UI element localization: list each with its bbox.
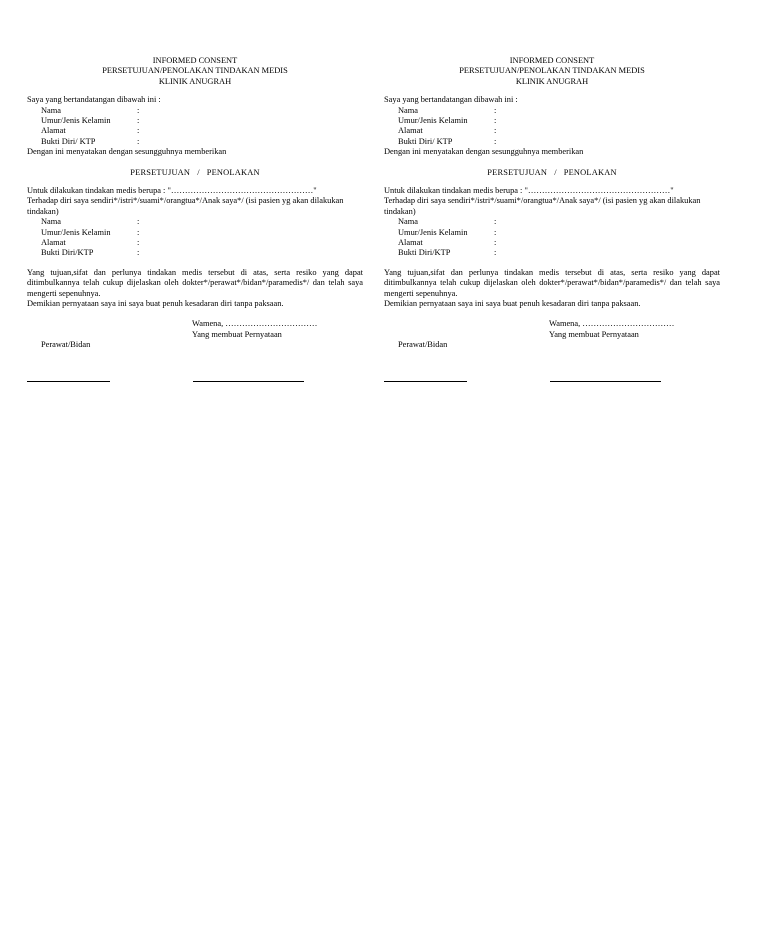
- field-label: Nama: [41, 105, 61, 115]
- against-line: Terhadap diri saya sendiri*/istri*/suami*/orangtua*/Anak saya*/ (isi pasien yg akan dilakukan tindakan): [384, 196, 701, 216]
- field-row: [27, 137, 363, 147]
- field-label: Bukti Diri/KTP: [398, 248, 451, 258]
- field-row: [27, 238, 363, 248]
- signature-area: [27, 319, 363, 381]
- form-subtitle: PERSETUJUAN/PENOLAKAN TINDAKAN MEDIS: [102, 66, 288, 76]
- field-row: [27, 228, 363, 238]
- field-label: Alamat: [398, 126, 423, 136]
- field-label: Nama: [398, 105, 418, 115]
- field-row: [384, 228, 720, 238]
- field-colon: :: [494, 105, 497, 115]
- explanation-paragraph: Yang tujuan,sifat dan perlunya tindakan medis tersebut di atas, serta resiko yang dapat ditimbulkannya telah cukup dijelaskan oleh dokter*/perawat*/bidan*/paramedis*/ dan telah saya mengerti sepenuhnya.: [27, 267, 363, 298]
- field-row: [384, 106, 720, 116]
- field-colon: :: [494, 136, 497, 146]
- clinic-name: KLINIK ANUGRAH: [158, 76, 232, 86]
- signature-right-block: [192, 319, 317, 340]
- signer-label: Yang membuat Pernyataan: [549, 329, 639, 339]
- field-row: [384, 238, 720, 248]
- choice-approve: PERSETUJUAN: [130, 167, 191, 177]
- action-line: Untuk dilakukan tindakan medis berupa : "……………………………………………": [384, 186, 674, 195]
- field-label: Umur/Jenis Kelamin: [398, 116, 468, 126]
- place-date: Wamena, ……………………………: [549, 319, 675, 329]
- field-colon: :: [137, 217, 140, 227]
- field-row: [27, 116, 363, 126]
- field-label: Umur/Jenis Kelamin: [398, 227, 468, 237]
- field-label: Alamat: [41, 126, 66, 136]
- form-subtitle: PERSETUJUAN/PENOLAKAN TINDAKAN MEDIS: [459, 66, 645, 76]
- intro-text: Saya yang bertandatangan dibawah ini :: [27, 95, 161, 105]
- signature-line-signer: [550, 381, 661, 382]
- explanation-paragraph: Yang tujuan,sifat dan perlunya tindakan medis tersebut di atas, serta resiko yang dapat ditimbulkannya telah cukup dijelaskan oleh dokter*/perawat*/bidan*/paramedis*/ dan telah saya mengerti sepenuhnya.: [384, 267, 720, 298]
- signature-right-block: [549, 319, 674, 340]
- field-label: Bukti Diri/KTP: [41, 248, 94, 258]
- field-colon: :: [494, 227, 497, 237]
- choice-approve: PERSETUJUAN: [487, 167, 548, 177]
- signature-line-nurse: [27, 381, 110, 382]
- field-row: [384, 217, 720, 227]
- choice-refuse: PENOLAKAN: [563, 167, 617, 177]
- field-colon: :: [494, 238, 497, 247]
- nurse-label: Perawat/Bidan: [398, 340, 448, 350]
- field-label: Nama: [41, 217, 61, 227]
- field-label: Bukti Diri/ KTP: [41, 136, 96, 146]
- declaration-text: Dengan ini menyatakan dengan sesungguhnya memberikan: [27, 147, 227, 157]
- signature-area: [384, 319, 720, 381]
- field-colon: :: [137, 238, 140, 247]
- field-row: [384, 126, 720, 136]
- field-colon: :: [137, 126, 140, 136]
- field-colon: :: [494, 217, 497, 227]
- field-row: [384, 137, 720, 147]
- against-line: Terhadap diri saya sendiri*/istri*/suami*/orangtua*/Anak saya*/ (isi pasien yg akan dilakukan tindakan): [27, 196, 344, 216]
- choice-separator: /: [197, 167, 200, 177]
- field-label: Bukti Diri/ KTP: [398, 136, 453, 146]
- intro-text: Saya yang bertandatangan dibawah ini :: [384, 95, 518, 105]
- field-label: Umur/Jenis Kelamin: [41, 116, 111, 126]
- form-title: INFORMED CONSENT: [152, 56, 238, 65]
- consent-choice: [27, 168, 363, 178]
- choice-separator: /: [554, 167, 557, 177]
- consent-form-left: [27, 56, 363, 381]
- field-colon: :: [494, 248, 497, 258]
- field-row: [384, 248, 720, 258]
- declaration-text: Dengan ini menyatakan dengan sesungguhnya memberikan: [384, 147, 584, 157]
- field-label: Alamat: [398, 238, 423, 247]
- field-label: Alamat: [41, 238, 66, 247]
- field-colon: :: [137, 116, 140, 126]
- form-title: INFORMED CONSENT: [509, 56, 595, 65]
- field-label: Umur/Jenis Kelamin: [41, 227, 111, 237]
- field-row: [384, 116, 720, 126]
- signature-line-nurse: [384, 381, 467, 382]
- statement-text: Demikian pernyataan saya ini saya buat penuh kesadaran diri tanpa paksaan.: [27, 299, 284, 308]
- field-row: [27, 106, 363, 116]
- field-colon: :: [494, 116, 497, 126]
- signer-label: Yang membuat Pernyataan: [192, 329, 282, 339]
- field-label: Nama: [398, 217, 418, 227]
- signature-line-signer: [193, 381, 304, 382]
- statement-text: Demikian pernyataan saya ini saya buat penuh kesadaran diri tanpa paksaan.: [384, 299, 641, 308]
- place-date: Wamena, ……………………………: [192, 319, 318, 329]
- field-colon: :: [494, 126, 497, 136]
- consent-form-right: [384, 56, 720, 381]
- field-colon: :: [137, 105, 140, 115]
- field-colon: :: [137, 136, 140, 146]
- field-colon: :: [137, 248, 140, 258]
- field-row: [27, 248, 363, 258]
- clinic-name: KLINIK ANUGRAH: [515, 76, 589, 86]
- consent-choice: [384, 168, 720, 178]
- choice-refuse: PENOLAKAN: [206, 167, 260, 177]
- field-row: [27, 217, 363, 227]
- nurse-label: Perawat/Bidan: [41, 340, 91, 350]
- action-line: Untuk dilakukan tindakan medis berupa : "……………………………………………": [27, 186, 317, 195]
- field-row: [27, 126, 363, 136]
- field-colon: :: [137, 227, 140, 237]
